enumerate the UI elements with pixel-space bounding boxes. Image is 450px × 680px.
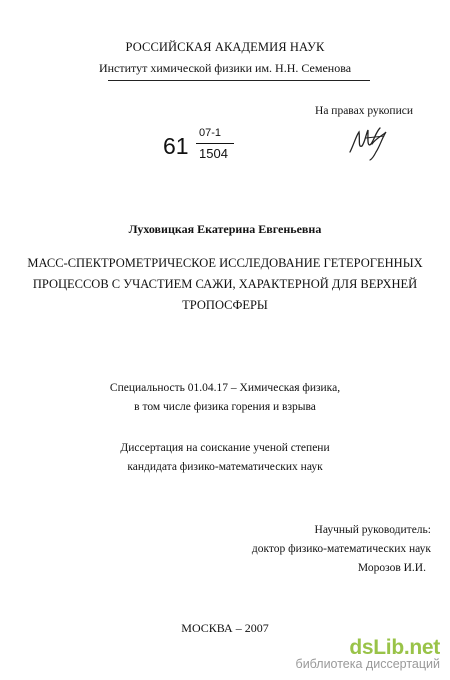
specialty-line: в том числе физика горения и взрыва — [134, 401, 316, 413]
institute-name: Институт химической физики им. Н.Н. Семенова — [98, 61, 352, 75]
dissertation-title-line: ТРОПОСФЕРЫ — [182, 298, 268, 312]
watermark-subtitle: библиотека диссертаций — [295, 657, 440, 671]
catalog-code-fraction-bar — [196, 143, 234, 144]
organization-name: РОССИЙСКАЯ АКАДЕМИЯ НАУК — [125, 40, 325, 54]
watermark-logo: dsLib.net — [349, 636, 440, 659]
catalog-code-top: 07-1 — [199, 127, 222, 139]
supervisor-degree: доктор физико-математических наук — [251, 543, 431, 555]
dissertation-title-line: ПРОЦЕССОВ С УЧАСТИЕМ САЖИ, ХАРАКТЕРНОЙ ДЛЯ ВЕРХНЕЙ — [32, 277, 418, 291]
rights-note: На правах рукописи — [315, 105, 413, 117]
author-name: Луховицкая Екатерина Евгеньевна — [128, 222, 322, 236]
degree-line: кандидата физико-математических наук — [127, 461, 323, 473]
catalog-code-prefix: 61 — [163, 133, 189, 159]
supervisor-name: Морозов И.И. — [357, 562, 426, 574]
catalog-code-bottom: 1504 — [199, 146, 228, 161]
watermark — [296, 636, 440, 671]
dissertation-title-line: МАСС-СПЕКТРОМЕТРИЧЕСКОЕ ИССЛЕДОВАНИЕ ГЕТЕРОГЕННЫХ — [27, 256, 423, 270]
degree-line: Диссертация на соискание ученой степени — [120, 442, 330, 454]
supervisor-heading: Научный руководитель: — [314, 524, 431, 536]
specialty-line: Специальность 01.04.17 – Химическая физика, — [109, 382, 341, 394]
place-and-year: МОСКВА – 2007 — [181, 621, 269, 635]
header-divider — [108, 80, 370, 81]
handwritten-signature — [346, 122, 394, 162]
